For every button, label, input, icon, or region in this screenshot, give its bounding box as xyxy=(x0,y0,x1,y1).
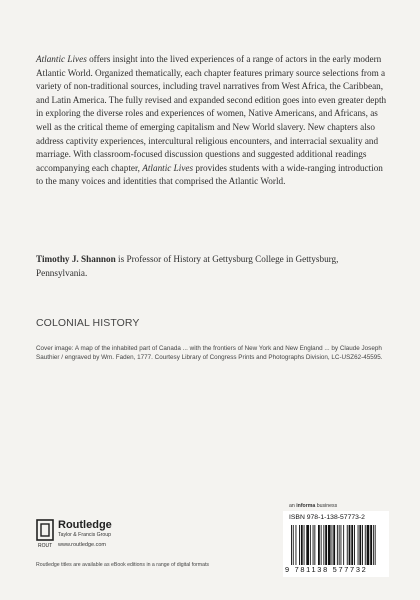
publisher-name: Routledge xyxy=(58,519,112,531)
barcode-bar xyxy=(349,525,351,565)
barcode-bar xyxy=(354,525,355,565)
barcode-bar xyxy=(347,525,348,565)
cover-image-credit: Cover image: A map of the inhabited part of Canada ... with the frontiers of New York and New England ... by Claude Joseph Sauthier / engraved by Wm. Faden, 1777. Courtesy Library of Congress Prints and Photographs Division, LC-USZ62-45595. xyxy=(36,345,383,362)
barcode-icon xyxy=(291,525,385,565)
barcode-bar xyxy=(332,525,333,565)
barcode-bar xyxy=(341,525,342,565)
barcode-bar xyxy=(310,525,311,565)
barcode-bar xyxy=(333,525,335,565)
book-title-italic-2: Atlantic Lives xyxy=(142,162,194,173)
barcode-bar xyxy=(293,525,294,565)
description-blurb xyxy=(36,53,388,189)
barcode-bar xyxy=(328,525,331,565)
author-name: Timothy J. Shannon xyxy=(36,254,116,264)
barcode-bar xyxy=(373,525,374,565)
barcode-bar xyxy=(370,525,372,565)
blurb-text-part2: provides students with a wide-ranging introduction to the many voices and identities that comprised the Atlantic World. xyxy=(36,162,383,187)
barcode-bar xyxy=(306,525,309,565)
barcode-bar xyxy=(343,525,344,565)
routledge-logo-icon xyxy=(36,519,54,549)
barcode-digits: 9 781138 577732 xyxy=(285,565,368,574)
barcode-bar xyxy=(323,525,324,565)
barcode-bar xyxy=(314,525,315,565)
informa-brand: informa xyxy=(296,503,316,509)
isbn-label: ISBN 978-1-138-57773-2 xyxy=(289,514,365,521)
barcode-bar xyxy=(291,525,292,565)
barcode-bar xyxy=(304,525,305,565)
publisher-url: www.routledge.com xyxy=(58,542,106,548)
publisher-subtitle: Taylor & Francis Group xyxy=(58,532,112,538)
barcode-bar xyxy=(339,525,340,565)
barcode-bar xyxy=(358,525,359,565)
barcode-bar xyxy=(299,525,300,565)
book-title-italic: Atlantic Lives xyxy=(36,54,87,64)
barcode-bar xyxy=(365,525,366,565)
publisher-logo xyxy=(36,519,176,551)
svg-text:ROUT: ROUT xyxy=(38,543,53,549)
barcode-bar xyxy=(367,525,370,565)
author-bio-text: is Professor of History at Gettysburg College in Gettysburg, Pennsylvania. xyxy=(36,254,339,278)
barcode-bar xyxy=(301,525,303,565)
barcode-bar xyxy=(351,525,353,565)
barcode-bar xyxy=(296,525,297,565)
barcode-bar xyxy=(321,525,322,565)
author-bio xyxy=(36,253,388,280)
barcode-bar xyxy=(337,525,338,565)
barcode-box xyxy=(283,511,389,577)
subject-category: COLONIAL HISTORY xyxy=(36,317,140,329)
barcode-bar xyxy=(325,525,327,565)
informa-tagline: an informa business xyxy=(289,503,338,509)
barcode-bar xyxy=(362,525,363,565)
barcode-bar xyxy=(375,525,376,565)
barcode-bar xyxy=(318,525,320,565)
blurb-text-part1: offers insight into the lived experiences of a range of actors in the early modern Atlantic World. Organized thematically, each chapter features primary source selections from a variety of non-traditional sources, including travel narratives from West Africa, the Caribbean, and Latin America. The fully revised and expanded second edition goes into even greater depth in exploring the diverse roles and experiences of women, Native Americans, and Africans, as well as the critical theme of emerging capitalism and New World slavery. New chapters also address captivity experiences, intercultural religious encounters, and interracial sexuality and marriage. With classroom-focused discussion questions and suggested additional readings accompanying each chapter, xyxy=(36,54,387,173)
barcode-bar xyxy=(313,525,314,565)
barcode-bar xyxy=(359,525,361,565)
ebook-note: Routledge titles are available as eBook editions in a range of digital formats xyxy=(36,562,210,568)
